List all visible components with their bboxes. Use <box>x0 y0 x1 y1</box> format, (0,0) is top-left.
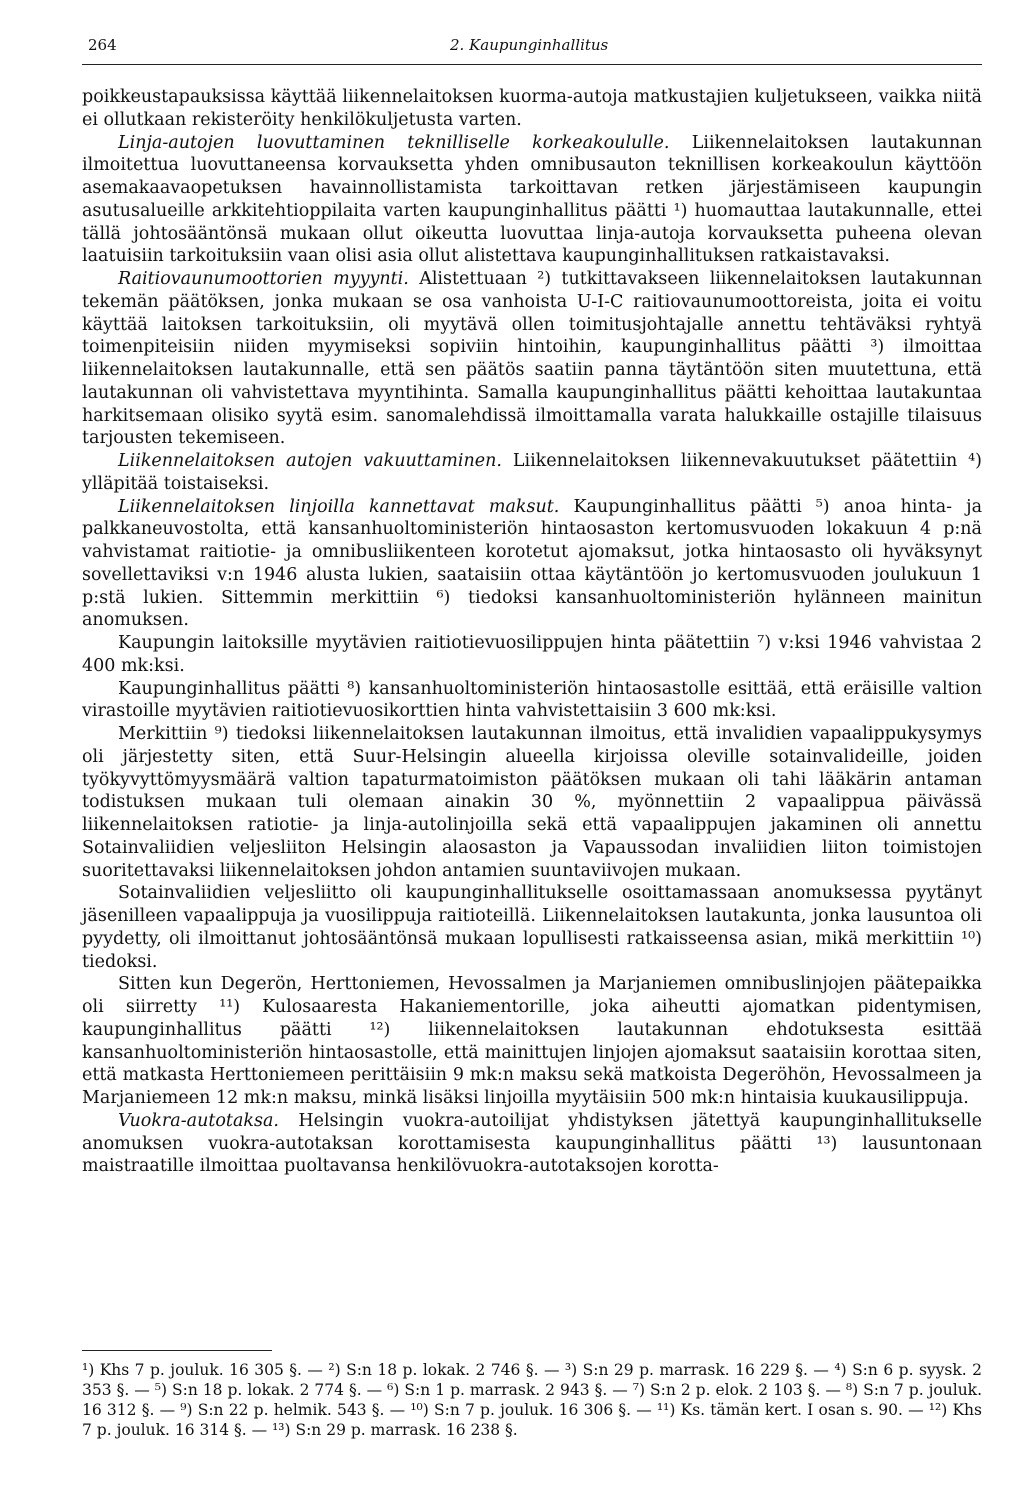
section-heading: Liikennelaitoksen linjoilla kannettavat maksut. <box>118 496 560 517</box>
paragraph: Liikennelaitoksen linjoilla kannettavat maksut. Kaupunginhallitus päätti ⁵) anoa hinta- ja palkkaneuvostolta, että kansanhuoltoministeriön hintaosaston kertomusvuoden lokakuun 4 p:nä vahvistamat raitiotie- ja omnibusliikenteen korotetut ajomaksut, jotka hintaosasto oli hyväksynyt sovellettaviksi v:n 1946 alusta lukien, saataisiin ottaa käytäntöön jo kertomusvuoden joulukuun 1 p:stä lukien. Sittemmin merkittiin ⁶) tiedoksi kansanhuoltoministeriön hylänneen mainitun anomuksen. <box>82 496 983 631</box>
paragraph: Kaupungin laitoksille myytävien raitiotievuosilippujen hinta päätettiin ⁷) v:ksi 1946 vahvistaa 2 400 mk:ksi. <box>82 633 982 676</box>
paragraph: Linja-autojen luovuttaminen teknilliselle korkeakoululle. Liikennelaitoksen lautakunnan ilmoitettua luovuttaneensa korvauksetta yhden omnibusauton teknillisen korkeakoulun käyttöön asemakaavaopetuksen havainnollistamista tarkoittavan retken järjestämiseen kaupungin asutusalueille arkkitehtioppilaita varten kaupunginhallitus päätti ¹) huomauttaa lautakunnalle, ettei tällä johtosääntönsä mukaan ollut oikeutta luovuttaa linja-autoja korvauksetta puheena olevan laatuisiin tarkoituksiin vaan olisi asia ollut alistettava kaupunginhallituksen ratkaistavaksi. <box>82 132 982 267</box>
page-number: 264 <box>88 36 117 54</box>
paragraph: Vuokra-autotaksa. Helsingin vuokra-autoilijat yhdistyksen jätettyä kaupunginhallitukselle anomuksen vuokra-autotaksan korottamisesta kaupunginhallitus päätti ¹³) lausuntonaan maistraatille ilmoittaa puoltavansa henkilövuokra-autotaksojen korotta- <box>82 1110 982 1177</box>
paragraph: Sotainvaliidien veljesliitto oli kaupunginhallitukselle osoittamassaan anomuksessa pyytänyt jäsenilleen vapaalippuja ja vuosilippuja raitioteillä. Liikennelaitoksen lautakunta, jonka lausuntoa oli pyydetty, oli ilmoittanut johtosääntönsä mukaan lopullisesti ratkaisseensa asian, mikä merkittiin ¹⁰) tiedoksi. <box>82 883 982 972</box>
paragraph: Raitiovaunumoottorien myyynti. Alistettuaan ²) tutkittavakseen liikennelaitoksen lautakunnan tekemän päätöksen, jonka mukaan se osa vanhoista U-I-C raitiovaunumoottoreista, joita ei voitu käyttää laitoksen tarkoituksiin, oli myytävä ollen toimitusjohtajalle annettu tehtäväksi ryhtyä toimenpiteisiin niiden myymiseksi sopiviin hintoihin, kaupunginhallitus päätti ³) ilmoittaa liikennelaitoksen lautakunnalle, että sen päätös saatiin panna täytäntöön siten muutettuna, että lautakunnan oli vahvistettava myyntihinta. Samalla kaupunginhallitus päätti kehoittaa lautakuntaa harkitsemaan olisiko syytä esim. sanomalehdissä ilmoittamalla varata halukkaille ostajille tilaisuus tarjousten tekemiseen. <box>82 269 983 449</box>
running-header <box>82 30 982 58</box>
paragraph: Sitten kun Degerön, Herttoniemen, Hevossalmen ja Marjaniemen omnibuslinjojen päätepaikka oli siirretty ¹¹) Kulosaaresta Hakaniementorille, joka aiheutti ajomatkan pidentymisen, kaupunginhallitus päätti ¹²) liikennelaitoksen lautakunnan ehdotuksesta esittää kansanhuoltoministeriön hintaosastolle, että mainittujen linjojen ajomaksut saataisiin korottaa siten, että matkasta Herttoniemeen perittäisiin 9 mk:n maksu sekä matkoista Degeröhön, Hevossalmeen ja Marjaniemeen 12 mk:n maksu, minkä lisäksi linjoilla myytäisiin 500 mk:n hintaisia kuukausilippuja. <box>82 974 982 1108</box>
section-heading: Liikennelaitoksen autojen vakuuttaminen. <box>118 451 502 471</box>
paragraph: Liikennelaitoksen autojen vakuuttaminen. Liikennelaitoksen liikennevakuutukset päätettiin ⁴) ylläpitää toistaiseksi. <box>82 451 982 494</box>
section-heading: Linja-autojen luovuttaminen teknilliselle korkeakoululle. <box>118 132 670 153</box>
header-rule <box>82 64 982 65</box>
footnote-rule <box>82 1350 272 1351</box>
section-heading: Vuokra-autotaksa. <box>118 1110 279 1131</box>
page <box>82 30 983 1439</box>
paragraph: poikkeustapauksissa käyttää liikennelaitoksen kuorma-autoja matkustajien kuljetukseen, vaikka niitä ei ollutkaan rekisteröity henkilökuljetusta varten. <box>82 87 982 130</box>
running-title: 2. Kaupunginhallitus <box>450 36 609 54</box>
body-text <box>82 86 982 1178</box>
footnotes: ¹) Khs 7 p. jouluk. 16 305 §. — ²) S:n 18 p. lokak. 2 746 §. — ³) S:n 29 p. marrask. 16 229 §. — ⁴) S:n 6 p. syysk. 2 353 §. — ⁵) S:n 18 p. lokak. 2 774 §. — ⁶) S:n 1 p. marrask. 2 943 §. — ⁷) S:n 2 p. elok. 2 103 §. — ⁸) S:n 7 p. jouluk. 16 312 §. — ⁹) S:n 22 p. helmik. 543 §. — ¹⁰) S:n 7 p. jouluk. 16 306 §. — ¹¹) Ks. tämän kert. I osan s. 90. — ¹²) Khs 7 p. jouluk. 16 314 §. — ¹³) S:n 29 p. marrask. 16 238 §. <box>82 1361 982 1439</box>
paragraph: Kaupunginhallitus päätti ⁸) kansanhuoltoministeriön hintaosastolle esittää, että eräisille valtion virastoille myytävien raitiotievuosikorttien hinta vahvistettaisiin 3 600 mk:ksi. <box>82 678 982 722</box>
paragraph: Merkittiin ⁹) tiedoksi liikennelaitoksen lautakunnan ilmoitus, että invalidien vapaalippukysymys oli järjestetty siten, että Suur-Helsingin alueella kirjoissa oleville sotainvalideille, joiden työkyvyttömyysmäärä valtion tapaturmatoimiston päätöksen mukaan oli tahi lääkärin antaman todistuksen mukaan tuli olemaan ainakin 30 %, myönnettiin 2 vapaalippua päivässä liikennelaitoksen ratiotie- ja linja-autolinjoilla sekä että vapaalippujen jakaminen oli annettu Sotainvaliidien veljesliiton Helsingin alaosaston ja Vapaussodan invaliidien liiton toimistojen suoritettavaksi liikennelaitoksen johdon antamien suuntaviivojen mukaan. <box>82 724 982 881</box>
section-heading: Raitiovaunumoottorien myyynti. <box>118 269 409 289</box>
